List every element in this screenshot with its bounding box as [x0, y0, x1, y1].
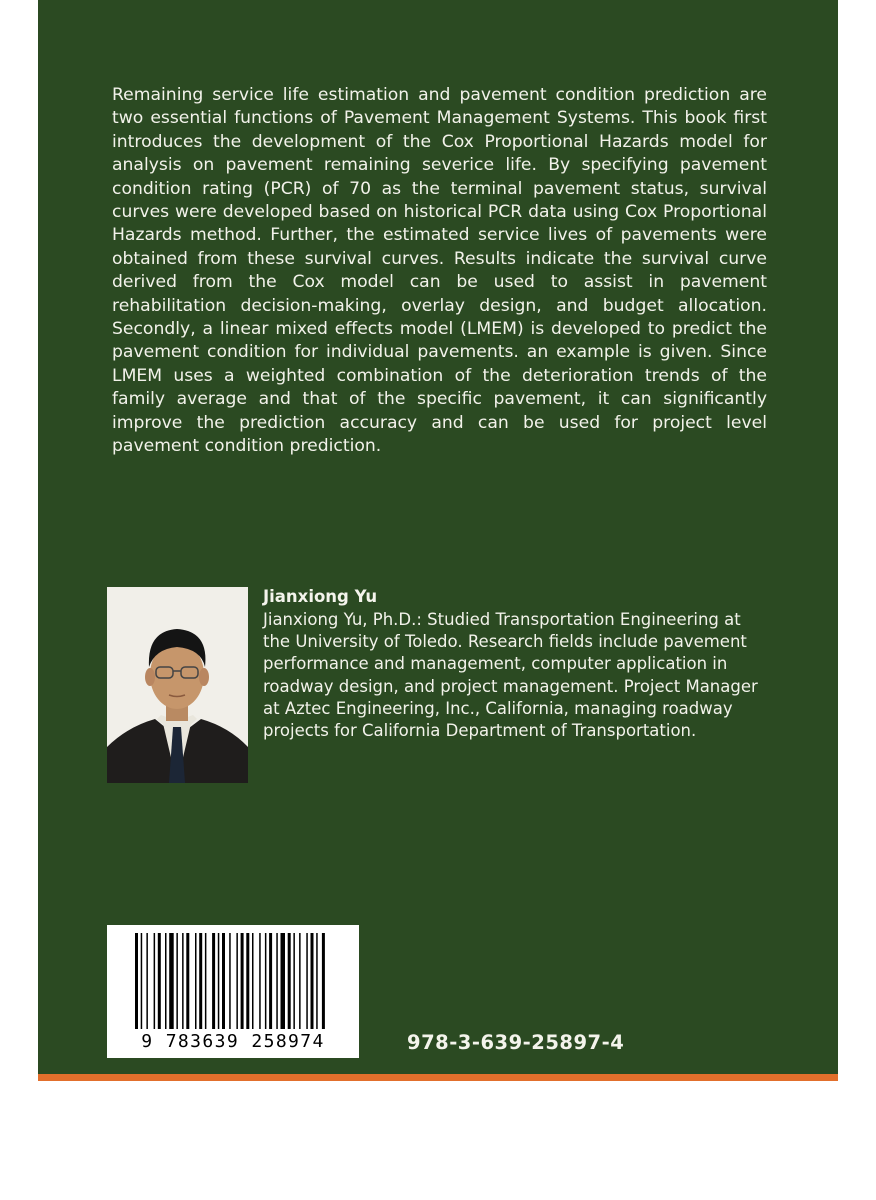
author-portrait-image	[107, 587, 248, 783]
book-description: Remaining service life estimation and pavement condition prediction are two essential functions of Pavement Management Systems. This book first introduces the development of the Cox Proportional Hazards model for analysis on pavement remaining severice life. By specifying pavement condition rating (PCR) of 70 as the terminal pavement status, survival curves were developed based on historical PCR data using Cox Proportional Hazards method. Further, the estimated service lives of pavements were obtained from these survival curves. Results indicate the survival curve derived from the Cox model can be used to assist in pavement rehabilitation decision-making, overlay design, and budget allocation. Secondly, a linear mixed effects model (LMEM) is developed to predict the pavement condition for individual pavements. an example is given. Since LMEM uses a weighted combination of the deterioration trends of the family average and that of the specific pavement, it can significantly improve the prediction accuracy and can be used for project level pavement condition prediction.	[112, 85, 767, 457]
barcode-digits: 9 783639 258974	[141, 1031, 325, 1052]
author-name: Jianxiong Yu	[263, 587, 378, 606]
isbn-number: 978-3-639-25897-4	[407, 1031, 625, 1054]
author-photo	[107, 587, 248, 783]
author-bio: Jianxiong Yu, Ph.D.: Studied Transportation Engineering at the University of Toledo. Research fields include pavement performance and management, computer application in roadway design, and project management. Project Manager at Aztec Engineering, Inc., California, managing roadway projects for California Department of Transportation.	[263, 610, 758, 741]
barcode	[107, 925, 359, 1058]
accent-strip	[38, 1074, 838, 1081]
